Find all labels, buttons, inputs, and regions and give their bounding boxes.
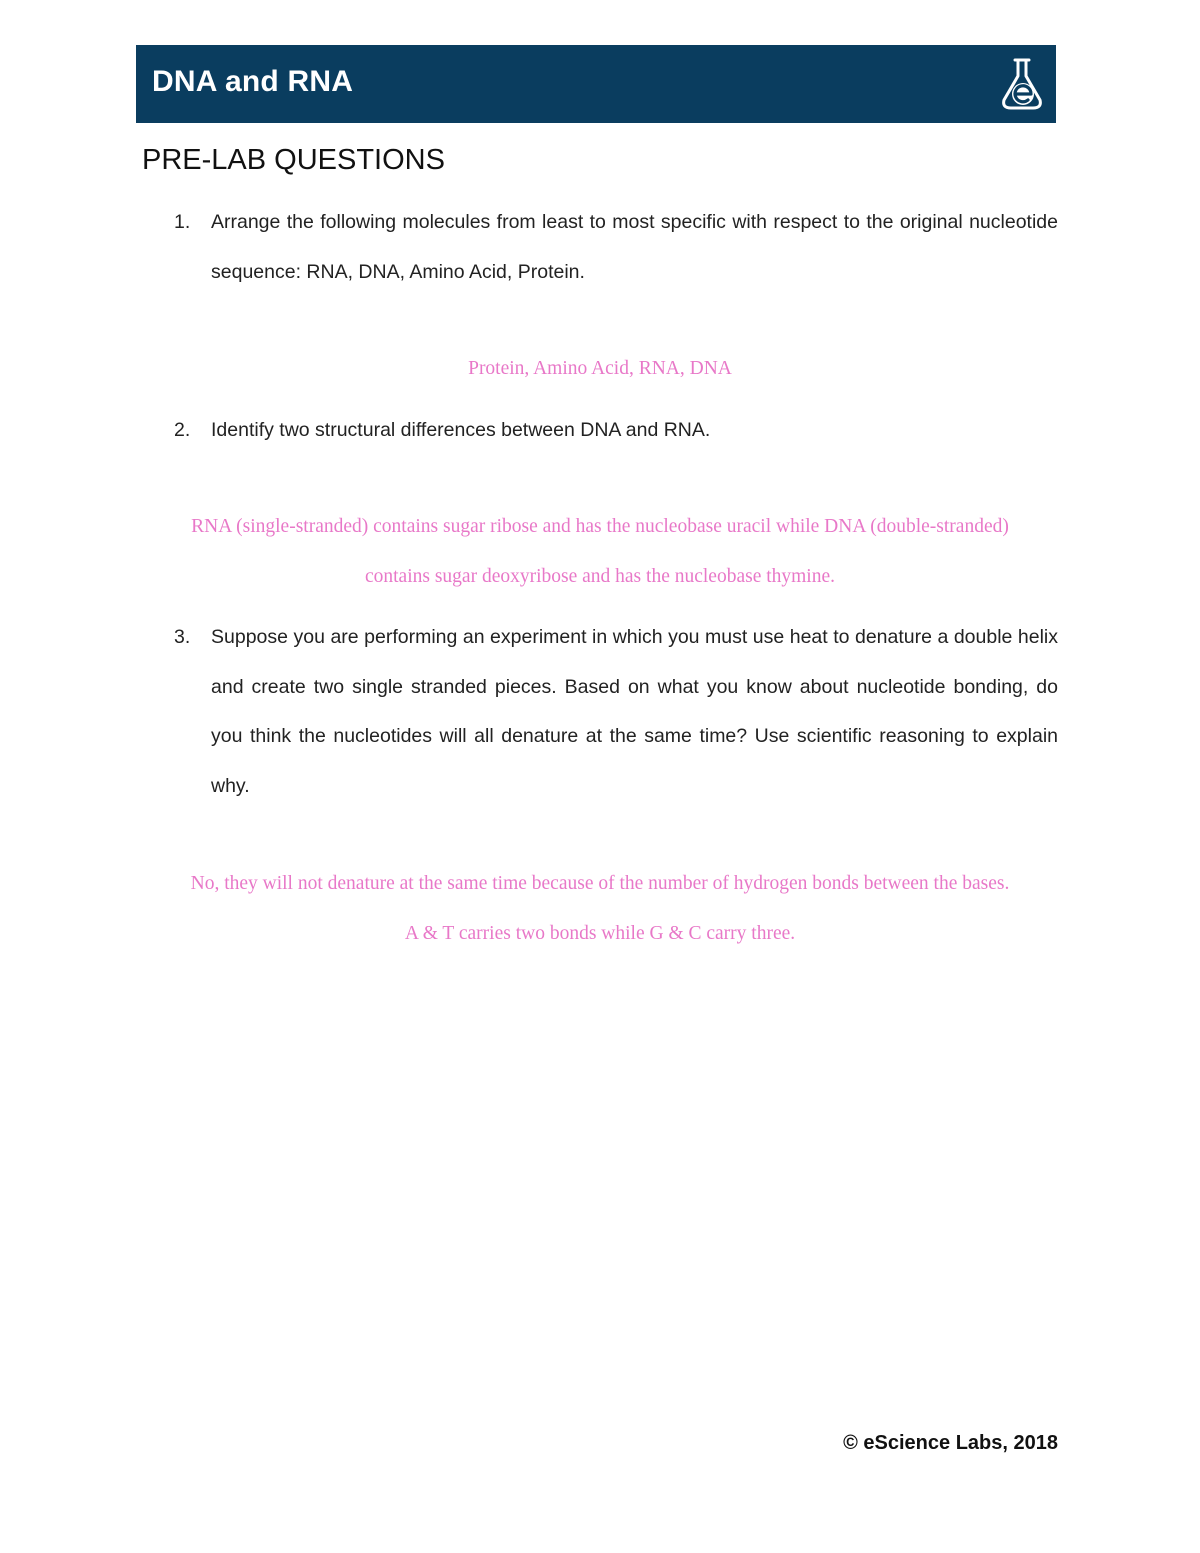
answer-2-line-2: contains sugar deoxyribose and has the nucleobase thymine. — [364, 566, 836, 587]
question-3 — [174, 613, 1058, 811]
answer-2-line-1: RNA (single-stranded) contains sugar ribose and has the nucleobase uracil while DNA (double-stranded) — [191, 516, 1009, 537]
footer-copyright: © eScience Labs, 2018 — [843, 1432, 1058, 1454]
question-text: Arrange the following molecules from least to most specific with respect to the original nucleotide sequence: RNA, DNA, Amino Acid, Protein. — [211, 211, 1058, 283]
question-1 — [174, 198, 1058, 297]
document-title: DNA and RNA — [152, 65, 354, 98]
question-number: 2. — [174, 419, 191, 441]
question-number: 3. — [174, 626, 191, 648]
answer-3-line-2: A & T carries two bonds while G & C carry three. — [404, 923, 796, 944]
question-number: 1. — [174, 211, 191, 233]
answer-1: Protein, Amino Acid, RNA, DNA — [468, 358, 732, 379]
question-2 — [174, 406, 1058, 456]
section-title: PRE-LAB QUESTIONS — [142, 144, 445, 176]
question-text: Identify two structural differences between DNA and RNA. — [211, 419, 711, 441]
header-bar — [136, 45, 1056, 123]
answer-3-line-1: No, they will not denature at the same time because of the number of hydrogen bonds between the bases. — [190, 873, 1010, 894]
question-text: Suppose you are performing an experiment in which you must use heat to denature a double helix and create two single stranded pieces. Based on what you know about nucleotide bonding, do you think the nucleotides will all denature at the same time? Use scientific reasoning to explain why. — [211, 626, 1058, 797]
flask-e-logo-icon — [998, 54, 1046, 114]
